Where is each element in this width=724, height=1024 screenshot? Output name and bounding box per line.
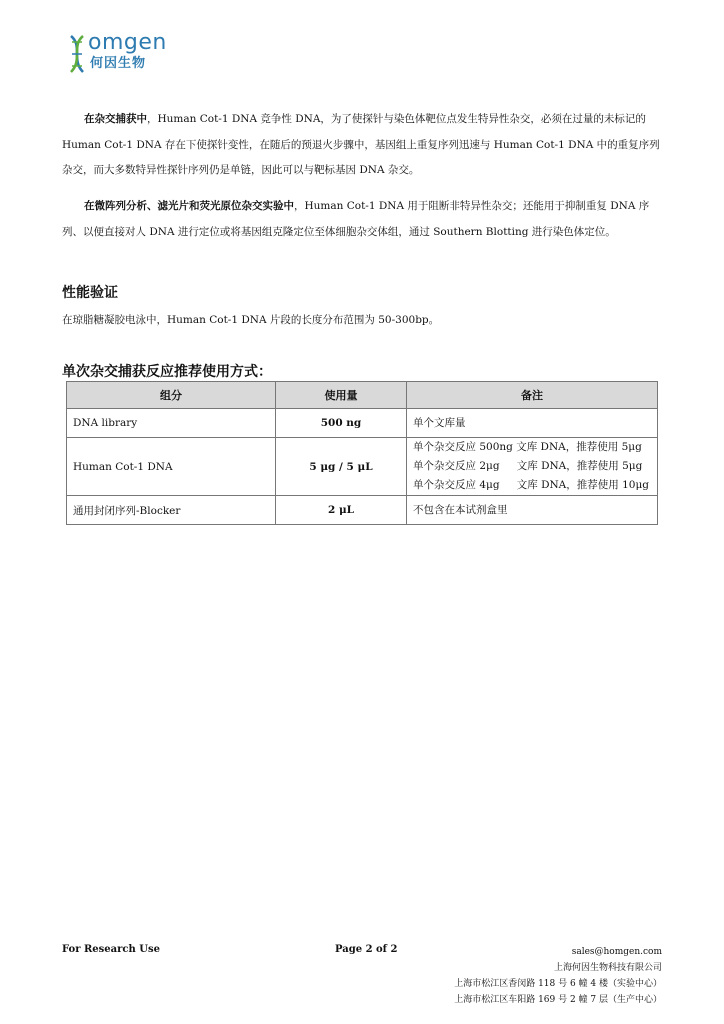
footer-research-use: For Research Use [62, 944, 160, 955]
homgen-logo [68, 30, 178, 76]
usage-heading: 单次杂交捕获反应推荐使用方式： [62, 364, 272, 380]
note-line: 单个文库量 [413, 416, 466, 429]
note-line: 不包含在本试剂盒里 [413, 503, 508, 516]
cell-component: 通用封闭序列-Blocker [67, 496, 276, 525]
note-line: 单个杂交反应 4μg 文库 DNA，推荐使用 10μg [413, 479, 650, 491]
logo-wordmark: omgen [88, 30, 167, 55]
cell-component: Human Cot-1 DNA [67, 438, 276, 496]
table-row [67, 496, 658, 525]
note-line: 单个杂交反应 500ng 文库 DNA，推荐使用 5μg [413, 441, 642, 453]
table-row [67, 409, 658, 438]
logo-chinese-name: 何因生物 [90, 56, 147, 71]
table-row [67, 438, 658, 496]
footer-contact [454, 944, 662, 1008]
cell-notes [407, 438, 658, 496]
footer-email: sales@homgen.com [571, 947, 662, 957]
performance-text: 在琼脂糖凝胶电泳中，Human Cot-1 DNA 片段的长度分布范围为 50-300bp。 [62, 314, 440, 326]
cell-notes [407, 496, 658, 525]
paragraph-body: ，Human Cot-1 DNA 用于阻断非特异性杂交；还能用于抑制重复 DNA 序列、以便直接对人 DNA 进行定位或将基因组克隆定位至体细胞杂交体组，通过 Southern Blotting 进行染色体定位。 [62, 200, 650, 238]
cell-amount: 2 μL [276, 496, 407, 525]
paragraph-lead: 在杂交捕获中 [84, 113, 147, 125]
footer-address-production: 上海市松江区车阳路 169 号 2 幢 7 层（生产中心） [454, 995, 662, 1005]
cell-amount: 5 μg / 5 μL [276, 438, 407, 496]
paragraph-lead: 在微阵列分析、滤光片和荧光原位杂交实验中 [84, 200, 294, 212]
usage-table [66, 381, 658, 525]
footer-address-lab: 上海市松江区香闵路 118 号 6 幢 4 楼（实验中心） [454, 979, 662, 989]
microarray-paragraph [62, 194, 660, 245]
footer-company: 上海何因生物科技有限公司 [553, 963, 662, 973]
performance-heading: 性能验证 [62, 285, 118, 301]
cell-amount: 500 ng [276, 409, 407, 438]
note-line: 单个杂交反应 2μg 文库 DNA，推荐使用 5μg [413, 460, 643, 472]
paragraph-body: ，Human Cot-1 DNA 竞争性 DNA，为了使探针与染色体靶位点发生特异性杂交，必须在过量的未标记的 Human Cot-1 DNA 存在下使探针变性，在随后的预退火步骤中，基因组上重复序列迅速与 Human Cot-1 DNA 中的重复序列杂交，而大多数特异性探针序列仍是单链，因此可以与靶标基因 DNA 杂交。 [62, 113, 660, 176]
hybrid-capture-paragraph [62, 107, 660, 184]
dna-helix-logo-icon [68, 34, 86, 74]
table-header-row [67, 382, 658, 409]
column-header-amount: 使用量 [276, 382, 407, 409]
cell-notes [407, 409, 658, 438]
cell-component: DNA library [67, 409, 276, 438]
column-header-component: 组分 [67, 382, 276, 409]
footer-page-number: Page 2 of 2 [335, 944, 398, 955]
column-header-notes: 备注 [407, 382, 658, 409]
